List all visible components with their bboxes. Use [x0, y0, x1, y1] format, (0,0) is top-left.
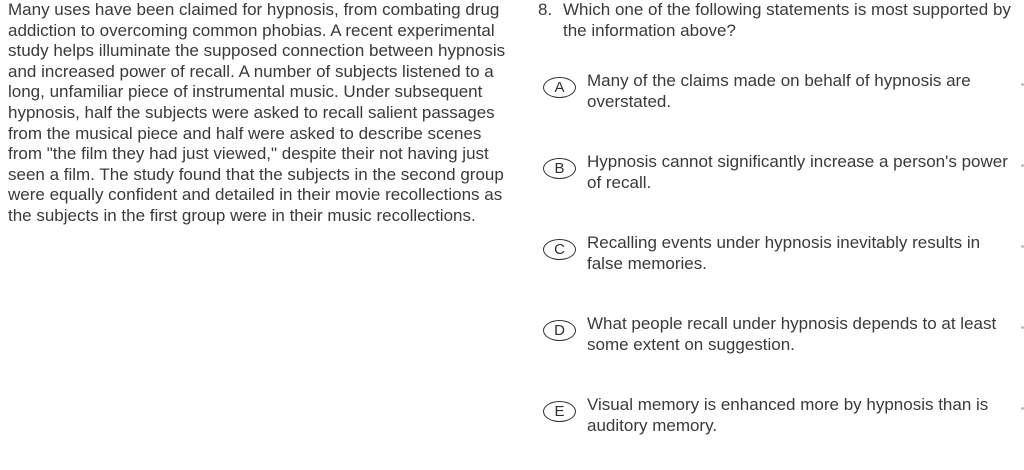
- stimulus-passage: Many uses have been claimed for hypnosis, from combating drug addiction to overcoming common phobias. A recent experimental study helps illuminate the supposed connection between hypnosis and increased power of recall. A number of subjects listened to a long, unfamiliar piece of instrumental music. Under subsequent hypnosis, half the subjects were asked to recall salient passages from the musical piece and half were asked to describe scenes from "the film they had just viewed," despite their not having just seen a film. The study found that the subjects in the second group were equally confident and detailed in their movie recollections as the subjects in the first group were in their music recollections.: [8, 0, 506, 225]
- choice-text-b: Hypnosis cannot significantly increase a person's power of recall.: [587, 152, 1008, 192]
- answer-choice-c[interactable]: [543, 233, 1024, 287]
- choice-text-d: What people recall under hypnosis depends to at least some extent on suggestion.: [587, 314, 997, 354]
- question-number: 8.: [538, 0, 553, 19]
- answer-choice-d[interactable]: [543, 314, 1024, 368]
- choice-text-a: Many of the claims made on behalf of hypnosis are overstated.: [587, 71, 971, 111]
- choice-text-e: Visual memory is enhanced more by hypnosis than is auditory memory.: [587, 395, 989, 435]
- choice-bubble-e[interactable]: E: [543, 401, 576, 422]
- choice-bubble-c[interactable]: C: [543, 239, 576, 260]
- question-stem: Which one of the following statements is most supported by the information above?: [563, 0, 1011, 40]
- answer-choice-e[interactable]: [543, 395, 1024, 449]
- choice-text-c: Recalling events under hypnosis inevitably results in false memories.: [587, 233, 981, 273]
- choice-bubble-a[interactable]: A: [543, 77, 576, 98]
- choice-bubble-d[interactable]: D: [543, 320, 576, 341]
- answer-choice-a[interactable]: [543, 71, 1024, 125]
- answer-choice-b[interactable]: [543, 152, 1024, 206]
- choice-bubble-b[interactable]: B: [543, 158, 576, 179]
